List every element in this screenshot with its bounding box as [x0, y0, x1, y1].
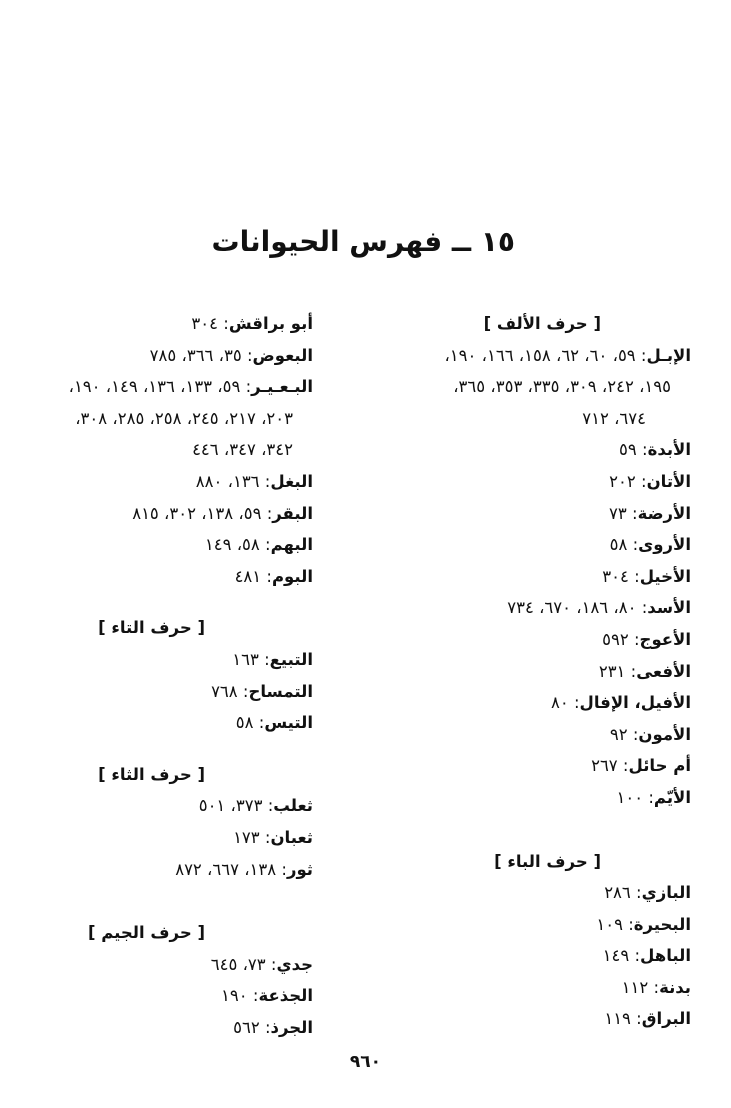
- index-entry-abida: [351, 434, 691, 466]
- entry-term: التمساح: [248, 681, 313, 701]
- entry-refs: : ٥٩، ٦٠، ٦٢، ١٥٨، ١٦٦، ١٩٠،: [444, 345, 647, 365]
- entry-refs: : ٩٢: [609, 724, 639, 744]
- entry-term: الأخيل: [639, 566, 691, 586]
- entry-refs: : ٣٠٤: [191, 314, 229, 333]
- entry-term: ثعبان: [270, 827, 313, 847]
- index-entry-arada: [351, 498, 691, 530]
- entry-refs: : ١٠٩: [596, 914, 634, 934]
- section-spacer: [351, 814, 691, 846]
- entry-continuation: ١٩٥، ٢٤٢، ٣٠٩، ٣٣٥، ٣٥٣، ٣٦٥،: [453, 377, 671, 397]
- index-entry-umm-hail: [351, 750, 691, 782]
- entry-refs: : ١٩٠: [221, 986, 259, 1006]
- entry-refs: : ٧٣: [609, 503, 638, 523]
- entry-refs: : ٥٩: [619, 440, 648, 460]
- entry-term: جدي: [276, 954, 313, 974]
- index-entry-thuban: [3, 822, 313, 854]
- index-entry-bazi: [351, 877, 691, 909]
- index-entry-ayyim: [351, 782, 691, 814]
- entry-term: التبيع: [269, 649, 313, 669]
- index-entry-awaj: [351, 624, 691, 656]
- section-heading-taa: [ حرف التاء ]: [98, 618, 205, 638]
- section-spacer: [3, 739, 313, 759]
- index-entry-ibil: [351, 340, 691, 372]
- index-entry-asad: [351, 592, 691, 624]
- index-entry-afil: [351, 687, 691, 719]
- entry-refs: : ٥٨، ١٤٩: [204, 535, 271, 555]
- entry-refs: : ٧٦٨: [211, 681, 249, 701]
- section-spacer: [3, 592, 313, 612]
- index-entry-baqar: [3, 498, 313, 530]
- section-heading-alif: [ حرف الألف ]: [483, 314, 601, 333]
- index-entry-baud: [3, 340, 313, 372]
- entry-term: الأروى: [638, 535, 691, 555]
- entry-refs: : ١١٢: [621, 977, 660, 997]
- index-entry-buraq: [351, 1003, 691, 1035]
- entry-term: أبو براقش: [228, 314, 313, 333]
- entry-term: أم حائل: [628, 756, 691, 776]
- entry-refs: : ٥٨: [609, 535, 639, 555]
- entry-refs: : ٥٨: [235, 713, 265, 733]
- entry-term: ثور: [286, 859, 313, 879]
- index-entry-akhyal: [351, 561, 691, 593]
- entry-refs: : ٣٠٤: [602, 566, 640, 586]
- index-entry-tays: [3, 707, 313, 739]
- entry-term: البهم: [270, 535, 313, 555]
- entry-refs: : ٢٦٧: [591, 756, 629, 776]
- index-column-left: [3, 308, 313, 1043]
- entry-refs: : ٥٩٢: [602, 629, 640, 649]
- entry-term: الإبـل: [646, 345, 691, 365]
- entry-refs: : ٥٩، ١٣٨، ٣٠٢، ٨١٥: [132, 503, 273, 523]
- entry-term: الأفيل، الإفال: [579, 693, 691, 713]
- index-entry-abu-barakish: [3, 308, 313, 340]
- index-entry-amun: [351, 719, 691, 751]
- entry-refs: : ٥٩، ١٣٣، ١٣٦، ١٤٩، ١٩٠،: [68, 377, 252, 397]
- entry-term: البعوض: [252, 345, 313, 365]
- entry-term: الأتان: [646, 471, 691, 491]
- entry-term: الأيّم: [653, 787, 691, 807]
- entry-continuation: ٢٠٣، ٢١٧، ٢٤٥، ٢٥٨، ٢٨٥، ٣٠٨،: [75, 408, 293, 428]
- entry-term: الأسد: [647, 598, 691, 618]
- entry-refs: : ٨٠: [550, 693, 580, 713]
- entry-term: الجرذ: [270, 1017, 313, 1037]
- entry-term: الأبدة: [647, 440, 691, 460]
- index-entry-timsah: [3, 676, 313, 708]
- index-entry-afaa: [351, 656, 691, 688]
- section-heading-jim: [ حرف الجيم ]: [87, 923, 205, 943]
- entry-refs: : ٥٦٢: [233, 1017, 271, 1037]
- index-entry-thawr: [3, 854, 313, 886]
- index-entry-bum: [3, 561, 313, 593]
- entry-term: بدنة: [659, 977, 691, 997]
- entry-refs: : ١٠٠: [616, 787, 654, 807]
- entry-term: البحيرة: [633, 914, 691, 934]
- index-entry-thalab: [3, 790, 313, 822]
- entry-refs: : ٧٣، ٦٤٥: [210, 954, 277, 974]
- index-entry-bahil: [351, 940, 691, 972]
- section-heading-baa: [ حرف الباء ]: [494, 851, 601, 871]
- entry-refs: : ١٤٩: [602, 946, 641, 966]
- entry-term: الأمون: [638, 724, 691, 744]
- entry-refs: : ١٧٣: [233, 827, 271, 847]
- index-entry-atan: [351, 466, 691, 498]
- entry-refs: : ١١٩: [604, 1009, 642, 1029]
- entry-refs: : ١٣٨، ٦٦٧، ٨٧٢: [175, 859, 287, 879]
- entry-refs: : ٣٥، ٣٦٦، ٧٨٥: [149, 345, 253, 365]
- entry-refs: : ٤٨١: [234, 566, 272, 586]
- entry-refs: : ٣٧٣، ٥٠١: [198, 796, 274, 816]
- entry-term: الأرضة: [637, 503, 691, 523]
- entry-refs: : ١٣٦، ٨٨٠: [195, 471, 271, 491]
- index-entry-tabi: [3, 644, 313, 676]
- index-entry-baghl: [3, 466, 313, 498]
- section-spacer: [3, 885, 313, 917]
- index-column-right: [351, 308, 691, 1035]
- entry-term: البـعـيـر: [251, 377, 313, 397]
- entry-refs: : ٢٠٢: [609, 471, 647, 491]
- index-entry-jadha: [3, 980, 313, 1012]
- entry-refs: : ٢٣١: [598, 661, 637, 681]
- entry-term: الأعوج: [639, 629, 691, 649]
- index-entry-juradh: [3, 1012, 313, 1044]
- entry-refs: : ٢٨٦: [604, 883, 642, 903]
- entry-term: البوم: [271, 566, 313, 586]
- entry-term: البراق: [641, 1009, 691, 1029]
- index-entry-bair: [3, 371, 313, 403]
- entry-term: الجذعة: [258, 986, 313, 1006]
- entry-term: الأفعى: [636, 661, 691, 681]
- section-heading-thaa: [ حرف الثاء ]: [98, 764, 205, 784]
- entry-refs: : ١٦٣: [232, 649, 270, 669]
- index-entry-jady: [3, 949, 313, 981]
- entry-refs: : ٨٠، ١٨٦، ٦٧٠، ٧٣٤: [507, 598, 648, 618]
- entry-term: البازي: [641, 883, 691, 903]
- entry-continuation: ٣٤٢، ٣٤٧، ٤٤٦: [192, 440, 293, 460]
- entry-continuation: ٦٧٤، ٧١٢: [582, 408, 646, 428]
- index-entry-arwa: [351, 529, 691, 561]
- page-title: ١٥ ــ فهرس الحيوانات: [211, 225, 515, 258]
- index-entry-bahira: [351, 909, 691, 941]
- entry-term: الباهل: [640, 946, 691, 966]
- entry-term: البقر: [272, 503, 313, 523]
- entry-term: البغل: [270, 471, 313, 491]
- page-number: ٩٦٠: [349, 1052, 382, 1072]
- index-entry-bahm: [3, 529, 313, 561]
- entry-term: ثعلب: [273, 796, 313, 816]
- index-entry-badana: [351, 972, 691, 1004]
- entry-term: التيس: [264, 713, 313, 733]
